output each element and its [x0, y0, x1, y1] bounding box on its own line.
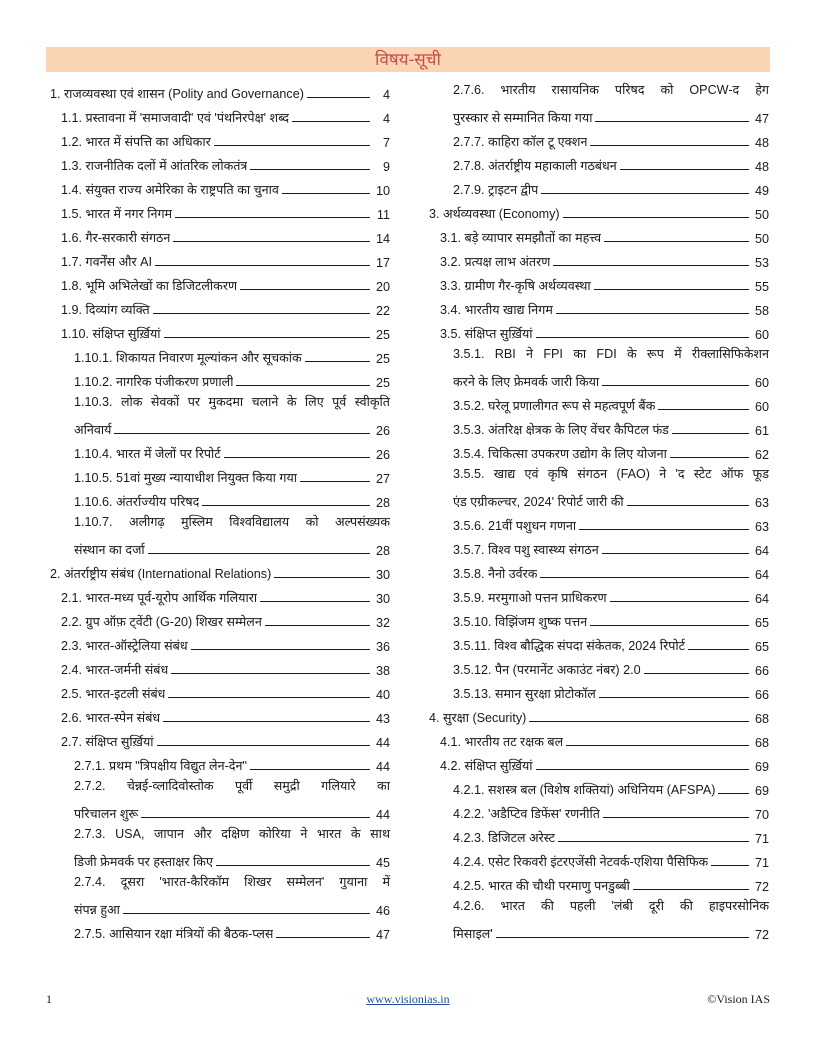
toc-entry-title: 4.2.2. 'अडैप्टिव डिफेंस' रणनीति	[453, 807, 600, 821]
toc-entry-page: 64	[754, 544, 769, 558]
toc-entry-title: 2.7.1. प्रथम "त्रिपक्षीय विद्युत लेन-देन"	[74, 759, 247, 773]
toc-entry[interactable]	[425, 870, 769, 894]
toc-entry-title-continued: संपन्न हुआ	[74, 903, 120, 917]
toc-entry-title: 4.2. संक्षिप्त सुर्ख़ियां	[440, 759, 533, 773]
toc-leader-line	[603, 817, 749, 818]
toc-leader-line	[711, 865, 749, 866]
toc-entry-title: 4.2.4. एसेट रिकवरी इंटरएजेंसी नेटवर्क-एशिया पैसिफिक	[453, 855, 709, 869]
toc-entry-page: 26	[375, 448, 390, 462]
toc-leader-line	[250, 769, 370, 770]
toc-entry[interactable]	[46, 150, 390, 174]
toc-entry-page: 50	[754, 208, 769, 222]
toc-entry-title: 3.5.5. खाद्य एवं कृषि संगठन (FAO) ने 'द स्टेट ऑफ फूड	[453, 467, 769, 481]
toc-entry[interactable]	[425, 150, 769, 174]
toc-entry-title: 2.6. भारत-स्पेन संबंध	[61, 711, 161, 725]
toc-entry-title: 4.1. भारतीय तट रक्षक बल	[440, 735, 564, 749]
toc-entry-title: 2. अंतर्राष्ट्रीय संबंध (International Relations)	[50, 567, 272, 581]
toc-entry-page: 48	[754, 136, 769, 150]
toc-entry[interactable]	[425, 726, 769, 750]
toc-leader-line	[114, 433, 370, 434]
toc-entry[interactable]	[46, 870, 390, 918]
toc-leader-line	[305, 361, 370, 362]
toc-entry-title: 3.5.1. RBI ने FPI का FDI के रूप में रीक्लासिफिकेशन	[453, 347, 769, 361]
toc-leader-line	[141, 817, 370, 818]
toc-leader-line	[536, 769, 749, 770]
toc-entry-title-continued: डिजी फ्रेमवर्क पर हस्ताक्षर किए	[74, 855, 213, 869]
toc-entry-title-continued: परिचालन शुरू	[74, 807, 139, 821]
toc-leader-line	[556, 313, 749, 314]
toc-entry[interactable]	[46, 126, 390, 150]
toc-leader-line	[224, 457, 370, 458]
toc-entry-page: 53	[754, 256, 769, 270]
toc-entry-page: 28	[375, 544, 390, 558]
toc-entry[interactable]	[425, 270, 769, 294]
toc-entry[interactable]	[425, 198, 769, 222]
toc-entry-page: 25	[375, 352, 390, 366]
toc-entry-page: 64	[754, 592, 769, 606]
toc-entry-title: 3.5.7. विश्व पशु स्वास्थ्य संगठन	[453, 543, 599, 557]
toc-entry[interactable]	[425, 822, 769, 846]
toc-leader-line	[240, 289, 370, 290]
toc-entry-title: 2.7.3. USA, जापान और दक्षिण कोरिया ने भारत के साथ	[74, 827, 390, 841]
footer-website-link[interactable]: www.visionias.in	[366, 992, 450, 1006]
toc-entry[interactable]	[425, 462, 769, 510]
toc-entry[interactable]	[46, 822, 390, 870]
toc-entry[interactable]	[425, 126, 769, 150]
toc-entry[interactable]	[425, 894, 769, 942]
toc-entry[interactable]	[46, 438, 390, 462]
toc-leader-line	[496, 937, 749, 938]
toc-leader-line	[276, 937, 370, 938]
toc-entry-title: 1.5. भारत में नगर निगम	[61, 207, 173, 221]
toc-title-banner	[46, 47, 770, 72]
toc-leader-line	[168, 697, 370, 698]
toc-leader-line	[164, 337, 370, 338]
toc-entry[interactable]	[425, 774, 769, 798]
toc-entry[interactable]	[46, 678, 390, 702]
toc-entry-page: 61	[754, 424, 769, 438]
toc-entry-page: 46	[375, 904, 390, 918]
toc-entry-title: 2.7.8. अंतर्राष्ट्रीय महाकाली गठबंधन	[453, 159, 617, 173]
toc-entry-page: 47	[375, 928, 390, 942]
toc-entry-title: 2.1. भारत-मध्य पूर्व-यूरोप आर्थिक गलियारा	[61, 591, 258, 605]
toc-entry[interactable]	[425, 678, 769, 702]
footer-copyright: ©Vision IAS	[707, 992, 770, 1006]
toc-entry-page: 71	[754, 832, 769, 846]
toc-entry-page: 7	[382, 136, 390, 150]
toc-entry-title: 1.4. संयुक्त राज्य अमेरिका के राष्ट्रपति का चुनाव	[61, 183, 279, 197]
toc-entry[interactable]	[425, 654, 769, 678]
toc-entry[interactable]	[425, 702, 769, 726]
toc-entry-title: 3.5.10. विझिंजम शुष्क पत्तन	[453, 615, 588, 629]
toc-entry-page: 69	[754, 784, 769, 798]
toc-entry-page: 50	[754, 232, 769, 246]
toc-entry-page: 28	[375, 496, 390, 510]
toc-leader-line	[274, 577, 370, 578]
toc-entry-title: 3.5.11. विश्व बौद्धिक संपदा संकेतक, 2024 रिपोर्ट	[453, 639, 685, 653]
toc-entry[interactable]	[425, 798, 769, 822]
toc-leader-line	[155, 265, 370, 266]
toc-leader-line	[602, 553, 749, 554]
toc-leader-line	[216, 865, 370, 866]
toc-leader-line	[163, 721, 370, 722]
toc-entry-title: 3.5. संक्षिप्त सुर्ख़ियां	[440, 327, 533, 341]
toc-entry-title-continued: अनिवार्य	[74, 423, 112, 437]
toc-entry-title: 3.2. प्रत्यक्ष लाभ अंतरण	[440, 255, 551, 269]
toc-entry-title: 3.5.6. 21वीं पशुधन गणना	[453, 519, 577, 533]
toc-entry-page: 45	[375, 856, 390, 870]
toc-entry-title: 1.8. भूमि अभिलेखों का डिजिटलीकरण	[61, 279, 238, 293]
toc-entry-title: 3.1. बड़े व्यापार समझौतों का महत्त्व	[440, 231, 602, 245]
toc-entry-page: 11	[376, 208, 390, 222]
toc-leader-line	[265, 625, 370, 626]
toc-entry[interactable]	[425, 414, 769, 438]
toc-entry[interactable]	[46, 222, 390, 246]
toc-entry-title: 1.7. गवर्नेंस और AI	[61, 255, 153, 269]
toc-entry-title: 4.2.3. डिजिटल अरेस्ट	[453, 831, 556, 845]
toc-entry-page: 49	[754, 184, 769, 198]
toc-entry-title: 3.3. ग्रामीण गैर-कृषि अर्थव्यवस्था	[440, 279, 591, 293]
page-footer	[46, 992, 770, 1008]
toc-entry[interactable]	[46, 750, 390, 774]
toc-entry-page: 10	[375, 184, 390, 198]
toc-entry-page: 71	[754, 856, 769, 870]
toc-entry[interactable]	[425, 750, 769, 774]
toc-entry-title: 1.10.3. लोक सेवकों पर मुकदमा चलाने के लिए पूर्व स्वीकृति	[74, 395, 390, 409]
toc-entry[interactable]	[46, 198, 390, 222]
toc-entry-page: 9	[382, 160, 390, 174]
toc-entry[interactable]	[425, 630, 769, 654]
toc-entry[interactable]	[46, 462, 390, 486]
toc-entry-page: 20	[375, 280, 390, 294]
toc-entry[interactable]	[46, 774, 390, 822]
toc-entry-title: 3.5.9. मरमुगाओ पत्तन प्राधिकरण	[453, 591, 607, 605]
toc-entry-page: 62	[754, 448, 769, 462]
toc-leader-line	[599, 697, 749, 698]
toc-entry-page: 30	[375, 592, 390, 606]
toc-leader-line	[541, 193, 749, 194]
toc-entry-title: 2.7.4. दूसरा 'भारत-कैरिकॉम शिखर सम्मेलन' गुयाना में	[74, 875, 390, 889]
toc-leader-line	[579, 529, 749, 530]
toc-leader-line	[610, 601, 749, 602]
toc-entry-title-continued: संस्थान का दर्जा	[74, 543, 145, 557]
toc-entry[interactable]	[46, 366, 390, 390]
toc-entry[interactable]	[46, 918, 390, 942]
toc-entry-title: 4.2.5. भारत की चौथी परमाणु पनडुब्बी	[453, 879, 630, 893]
toc-entry[interactable]	[425, 438, 769, 462]
toc-entry-title: 1.6. गैर-सरकारी संगठन	[61, 231, 171, 245]
toc-leader-line	[604, 241, 749, 242]
toc-entry-title: 3. अर्थव्यवस्था (Economy)	[429, 207, 560, 221]
toc-entry-page: 25	[375, 376, 390, 390]
toc-leader-line	[292, 121, 370, 122]
toc-entry-page: 27	[375, 472, 390, 486]
toc-entry-page: 69	[754, 760, 769, 774]
toc-entry[interactable]	[425, 78, 769, 126]
toc-leader-line	[157, 745, 370, 746]
toc-entry-title: 1.1. प्रस्तावना में 'समाजवादी' एवं 'पंथनिरपेक्ष' शब्द	[61, 111, 289, 125]
toc-entry-title: 2.7.7. काहिरा कॉल टू एक्शन	[453, 135, 588, 149]
toc-entry[interactable]	[425, 174, 769, 198]
toc-leader-line	[553, 265, 749, 266]
toc-entry-page: 70	[754, 808, 769, 822]
toc-entry-title: 4.2.6. भारत की पहली 'लंबी दूरी की हाइपरसोनिक	[453, 899, 769, 913]
toc-leader-line	[594, 289, 749, 290]
toc-entry-title: 2.7.6. भारतीय रासायनिक परिषद को OPCW-द हेग	[453, 83, 769, 97]
toc-entry[interactable]	[425, 294, 769, 318]
toc-entry[interactable]	[46, 342, 390, 366]
toc-entry-page: 48	[754, 160, 769, 174]
toc-entry[interactable]	[46, 294, 390, 318]
toc-leader-line	[307, 97, 370, 98]
toc-entry[interactable]	[46, 702, 390, 726]
toc-leader-line	[566, 745, 749, 746]
toc-entry-page: 44	[375, 808, 390, 822]
toc-entry-title: 1.10.6. अंतर्राज्यीय परिषद	[74, 495, 200, 509]
toc-left-column	[46, 78, 390, 942]
toc-entry-title: 2.5. भारत-इटली संबंध	[61, 687, 166, 701]
toc-leader-line	[688, 649, 749, 650]
toc-leader-line	[644, 673, 749, 674]
toc-entry-title: 1.10.1. शिकायत निवारण मूल्यांकन और सूचकांक	[74, 351, 302, 365]
toc-leader-line	[540, 577, 749, 578]
toc-entry-page: 43	[375, 712, 390, 726]
toc-entry-page: 14	[375, 232, 390, 246]
toc-entry[interactable]	[46, 270, 390, 294]
toc-entry[interactable]	[46, 558, 390, 582]
toc-entry[interactable]	[425, 342, 769, 390]
toc-entry-page: 60	[754, 328, 769, 342]
toc-leader-line	[123, 913, 370, 914]
toc-entry[interactable]	[425, 222, 769, 246]
toc-entry-title: 1.3. राजनीतिक दलों में आंतरिक लोकतंत्र	[61, 159, 248, 173]
toc-entry-title: 2.3. भारत-ऑस्ट्रेलिया संबंध	[61, 639, 188, 653]
toc-entry-page: 63	[754, 520, 769, 534]
toc-leader-line	[171, 673, 370, 674]
toc-entry-title: 1.10.7. अलीगढ़ मुस्लिम विश्वविद्यालय को अल्पसंख्यक	[74, 515, 390, 529]
toc-leader-line	[595, 121, 749, 122]
toc-leader-line	[202, 505, 370, 506]
toc-leader-line	[627, 505, 749, 506]
toc-entry-title: 3.5.12. पैन (परमानेंट अकाउंट नंबर) 2.0	[453, 663, 641, 677]
toc-entry-title-continued: पुरस्कार से सम्मानित किया गया	[453, 111, 593, 125]
toc-entry-title: 4.2.1. सशस्त्र बल (विशेष शक्तियां) अधिनियम (AFSPA)	[453, 783, 716, 797]
toc-leader-line	[175, 217, 370, 218]
toc-leader-line	[670, 457, 749, 458]
toc-entry[interactable]	[425, 246, 769, 270]
toc-entry-page: 44	[375, 760, 390, 774]
toc-entry-title: 1.9. दिव्यांग व्यक्ति	[61, 303, 150, 317]
toc-entry-title-continued: मिसाइल'	[453, 927, 493, 941]
toc-leader-line	[672, 433, 749, 434]
toc-entry[interactable]	[46, 102, 390, 126]
toc-entry-title: 1.10. संक्षिप्त सुर्ख़ियां	[61, 327, 161, 341]
toc-entry[interactable]	[425, 846, 769, 870]
toc-right-column	[425, 78, 769, 942]
toc-entry-title: 3.5.8. नैनो उर्वरक	[453, 567, 538, 581]
toc-entry-title: 2.2. ग्रुप ऑफ़ ट्वेंटी (G-20) शिखर सम्मेलन	[61, 615, 262, 629]
toc-entry-page: 64	[754, 568, 769, 582]
toc-entry[interactable]	[46, 390, 390, 438]
toc-entry-page: 44	[375, 736, 390, 750]
toc-leader-line	[282, 193, 370, 194]
toc-entry-page: 4	[382, 88, 390, 102]
toc-entry-title: 1.10.4. भारत में जेलों पर रिपोर्ट	[74, 447, 221, 461]
toc-entry[interactable]	[46, 510, 390, 558]
toc-leader-line	[718, 793, 749, 794]
toc-entry-page: 58	[754, 304, 769, 318]
toc-entry[interactable]	[425, 606, 769, 630]
toc-entry[interactable]	[425, 582, 769, 606]
toc-entry-page: 72	[754, 880, 769, 894]
toc-leader-line	[658, 409, 749, 410]
toc-entry[interactable]	[46, 606, 390, 630]
toc-entry-title: 2.7.9. ट्राइटन द्वीप	[453, 183, 539, 197]
toc-entry[interactable]	[425, 390, 769, 414]
toc-entry[interactable]	[425, 510, 769, 534]
toc-entry-page: 25	[375, 328, 390, 342]
toc-entry-page: 66	[754, 688, 769, 702]
toc-entry-page: 32	[375, 616, 390, 630]
footer-page-number: 1	[46, 992, 52, 1006]
toc-entry-title: 3.5.4. चिकित्सा उपकरण उद्योग के लिए योजना	[453, 447, 667, 461]
toc-leader-line	[148, 553, 370, 554]
toc-entry-title: 3.4. भारतीय खाद्य निगम	[440, 303, 553, 317]
toc-entry[interactable]	[46, 174, 390, 198]
toc-entry-title: 3.5.3. अंतरिक्ष क्षेत्रक के लिए वेंचर कैपिटल फंड	[453, 423, 669, 437]
toc-leader-line	[536, 337, 749, 338]
toc-leader-line	[602, 385, 749, 386]
toc-entry-title: 1.2. भारत में संपत्ति का अधिकार	[61, 135, 211, 149]
toc-entry-title: 1.10.5. 51वां मुख्य न्यायाधीश नियुक्त किया गया	[74, 471, 298, 485]
toc-entry-page: 63	[754, 496, 769, 510]
toc-entry[interactable]	[46, 654, 390, 678]
toc-entry[interactable]	[46, 246, 390, 270]
toc-entry-title: 2.7.2. चेन्नई-व्लादिवोस्तोक पूर्वी समुद्री गलियारे का	[74, 779, 390, 793]
toc-entry-page: 65	[754, 616, 769, 630]
toc-entry-title-continued: एंड एग्रीकल्चर, 2024' रिपोर्ट जारी की	[453, 495, 624, 509]
toc-entry-page: 47	[754, 112, 769, 126]
toc-entry-page: 68	[754, 712, 769, 726]
toc-leader-line	[563, 217, 749, 218]
toc-entry-title: 4. सुरक्षा (Security)	[429, 711, 527, 725]
toc-entry-page: 55	[754, 280, 769, 294]
toc-entry-page: 65	[754, 640, 769, 654]
toc-entry[interactable]	[46, 78, 390, 102]
toc-entry-title: 2.7. संक्षिप्त सुर्ख़ियां	[61, 735, 154, 749]
toc-entry-page: 4	[382, 112, 390, 126]
toc-entry-page: 30	[375, 568, 390, 582]
toc-title: विषय-सूची	[375, 50, 441, 69]
toc-entry[interactable]	[46, 582, 390, 606]
toc-entry[interactable]	[46, 726, 390, 750]
toc-entry-title: 2.7.5. आसियान रक्षा मंत्रियों की बैठक-प्लस	[74, 927, 274, 941]
toc-entry-title: 3.5.13. समान सुरक्षा प्रोटोकॉल	[453, 687, 596, 701]
toc-entry-title-continued: करने के लिए फ्रेमवर्क जारी किया	[453, 375, 600, 389]
toc-leader-line	[214, 145, 370, 146]
toc-entry-title: 1.10.2. नागरिक पंजीकरण प्रणाली	[74, 375, 234, 389]
toc-entry-page: 72	[754, 928, 769, 942]
toc-entry[interactable]	[425, 318, 769, 342]
toc-leader-line	[153, 313, 370, 314]
toc-entry-page: 36	[375, 640, 390, 654]
toc-leader-line	[558, 841, 749, 842]
toc-leader-line	[590, 625, 749, 626]
toc-leader-line	[173, 241, 370, 242]
toc-entry-page: 60	[754, 400, 769, 414]
toc-leader-line	[191, 649, 370, 650]
toc-leader-line	[529, 721, 749, 722]
toc-entry[interactable]	[425, 534, 769, 558]
toc-leader-line	[236, 385, 370, 386]
toc-entry-page: 26	[375, 424, 390, 438]
toc-leader-line	[633, 889, 749, 890]
toc-entry-page: 68	[754, 736, 769, 750]
toc-entry-page: 66	[754, 664, 769, 678]
toc-entry-page: 22	[375, 304, 390, 318]
toc-leader-line	[590, 145, 749, 146]
toc-leader-line	[260, 601, 370, 602]
toc-entry[interactable]	[46, 318, 390, 342]
toc-entry-title: 2.4. भारत-जर्मनी संबंध	[61, 663, 169, 677]
toc-entry-page: 38	[375, 664, 390, 678]
toc-leader-line	[250, 169, 370, 170]
toc-entry[interactable]	[46, 630, 390, 654]
toc-entry-page: 60	[754, 376, 769, 390]
toc-entry-title: 3.5.2. घरेलू प्रणालीगत रूप से महत्वपूर्ण बैंक	[453, 399, 656, 413]
toc-entry-page: 17	[375, 256, 390, 270]
toc-entry[interactable]	[46, 486, 390, 510]
toc-entry-title: 1. राजव्यवस्था एवं शासन (Polity and Governance)	[50, 87, 304, 101]
toc-entry[interactable]	[425, 558, 769, 582]
toc-entry-page: 40	[375, 688, 390, 702]
toc-leader-line	[620, 169, 749, 170]
toc-leader-line	[300, 481, 370, 482]
